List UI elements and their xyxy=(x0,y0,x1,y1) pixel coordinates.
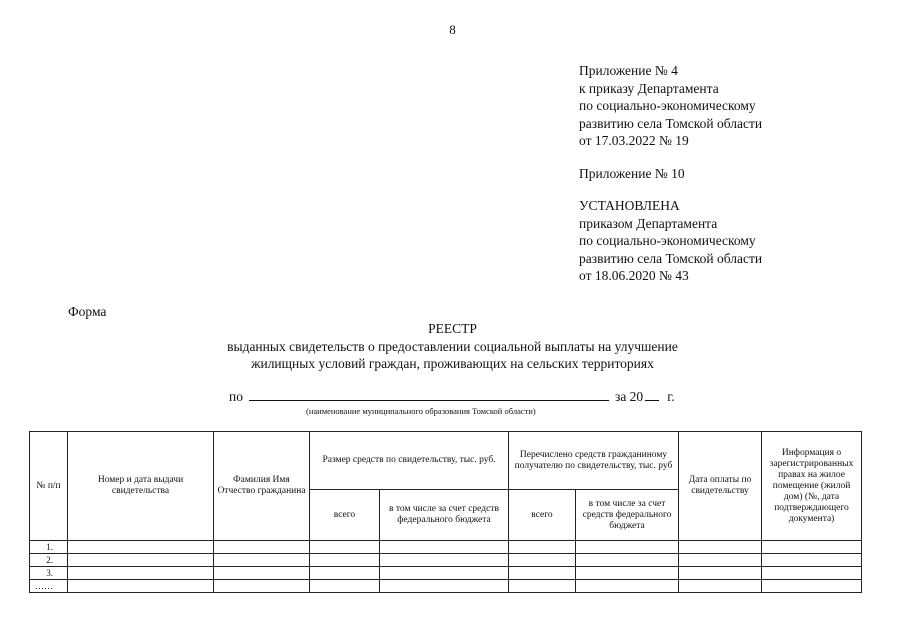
header-fullname: Фамилия Имя Отчество гражданина xyxy=(214,432,310,541)
appendix-line: приказом Департамента xyxy=(579,215,718,231)
established-by xyxy=(579,197,762,285)
table-cell[interactable] xyxy=(214,541,310,554)
header-transferred-total: всего xyxy=(509,490,576,541)
table-cell[interactable] xyxy=(762,541,862,554)
table-cell[interactable] xyxy=(679,554,762,567)
table-row xyxy=(30,541,862,554)
appendix-line: от 18.06.2020 № 43 xyxy=(579,268,689,283)
municipality-line xyxy=(229,389,675,405)
table-cell[interactable] xyxy=(380,580,509,593)
table-cell[interactable] xyxy=(762,554,862,567)
title-line: жилищных условий граждан, проживающих на сельских территориях xyxy=(251,356,654,371)
table-cell[interactable] xyxy=(762,567,862,580)
table-cell[interactable] xyxy=(509,541,576,554)
title-line: выданных свидетельств о предоставлении социальной выплаты на улучшение xyxy=(227,338,678,354)
row-number: …… xyxy=(30,580,68,593)
table-cell[interactable] xyxy=(679,541,762,554)
row-number: 3. xyxy=(30,567,68,580)
page-number: 8 xyxy=(449,22,456,37)
table-cell[interactable] xyxy=(380,554,509,567)
header-certificate: Номер и дата выдачи свидетельства xyxy=(68,432,214,541)
municipality-blank[interactable] xyxy=(249,389,609,401)
table-cell[interactable] xyxy=(214,554,310,567)
table-cell[interactable] xyxy=(576,541,679,554)
header-certificate-amount: Размер средств по свидетельству, тыс. руб. xyxy=(310,432,509,490)
po-prefix: по xyxy=(229,389,243,404)
header-transferred: Перечислено средств гражданиному получателю по свидетельству, тыс. руб xyxy=(509,432,679,490)
appendix-line: к приказу Департамента xyxy=(579,80,719,96)
table-cell[interactable] xyxy=(214,580,310,593)
document-title xyxy=(0,320,905,373)
year-prefix: за 20 xyxy=(614,389,644,404)
row-number: 1. xyxy=(30,541,68,554)
header-rights-info: Информация о зарегистрированных правах на жилое помещение (жилой дом) (№, дата подтверждающего документа) xyxy=(762,432,862,541)
table-cell[interactable] xyxy=(310,554,380,567)
header-transferred-federal: в том числе за счет средств федерального бюджета xyxy=(576,490,679,541)
table-cell[interactable] xyxy=(380,541,509,554)
table-cell[interactable] xyxy=(679,567,762,580)
appendix-line: по социально-экономическому xyxy=(579,98,756,113)
table-row xyxy=(30,567,862,580)
registry-table xyxy=(29,431,862,593)
form-label: Форма xyxy=(68,304,107,319)
year-blank[interactable] xyxy=(645,389,659,401)
appendix-4 xyxy=(579,62,762,150)
appendix-line: Приложение № 10 xyxy=(579,165,685,181)
table-cell[interactable] xyxy=(68,554,214,567)
appendix-line: от 17.03.2022 № 19 xyxy=(579,133,689,148)
appendix-line: Приложение № 4 xyxy=(579,63,678,78)
table-cell[interactable] xyxy=(68,567,214,580)
table-cell[interactable] xyxy=(762,580,862,593)
appendix-line: развитию села Томской области xyxy=(579,250,763,266)
row-number: 2. xyxy=(30,554,68,567)
table-cell[interactable] xyxy=(214,567,310,580)
table-cell[interactable] xyxy=(310,580,380,593)
table-cell[interactable] xyxy=(68,580,214,593)
table-row xyxy=(30,580,862,593)
appendix-10 xyxy=(579,165,762,183)
header-number: № п/п xyxy=(30,432,68,541)
header-amount-federal: в том числе за счет средств федерального бюджета xyxy=(380,490,509,541)
table-cell[interactable] xyxy=(679,580,762,593)
table-cell[interactable] xyxy=(380,567,509,580)
appendix-line: УСТАНОВЛЕНА xyxy=(579,198,680,213)
table-cell[interactable] xyxy=(509,554,576,567)
appendix-line: по социально-экономическому xyxy=(579,233,756,248)
table-cell[interactable] xyxy=(509,580,576,593)
table-cell[interactable] xyxy=(310,541,380,554)
header-payment-date: Дата оплаты по свидетельству xyxy=(679,432,762,541)
year-suffix: г. xyxy=(667,389,675,404)
table-cell[interactable] xyxy=(576,554,679,567)
table-cell[interactable] xyxy=(310,567,380,580)
appendix-block xyxy=(579,62,762,300)
municipality-hint: (наименование муниципального образования Томской области) xyxy=(306,406,536,416)
title-line: РЕЕСТР xyxy=(428,321,477,336)
appendix-line: развитию села Томской области xyxy=(579,115,763,131)
table-cell[interactable] xyxy=(576,580,679,593)
table-cell[interactable] xyxy=(509,567,576,580)
table-row xyxy=(30,554,862,567)
table-cell[interactable] xyxy=(576,567,679,580)
table-cell[interactable] xyxy=(68,541,214,554)
header-amount-total: всего xyxy=(310,490,380,541)
